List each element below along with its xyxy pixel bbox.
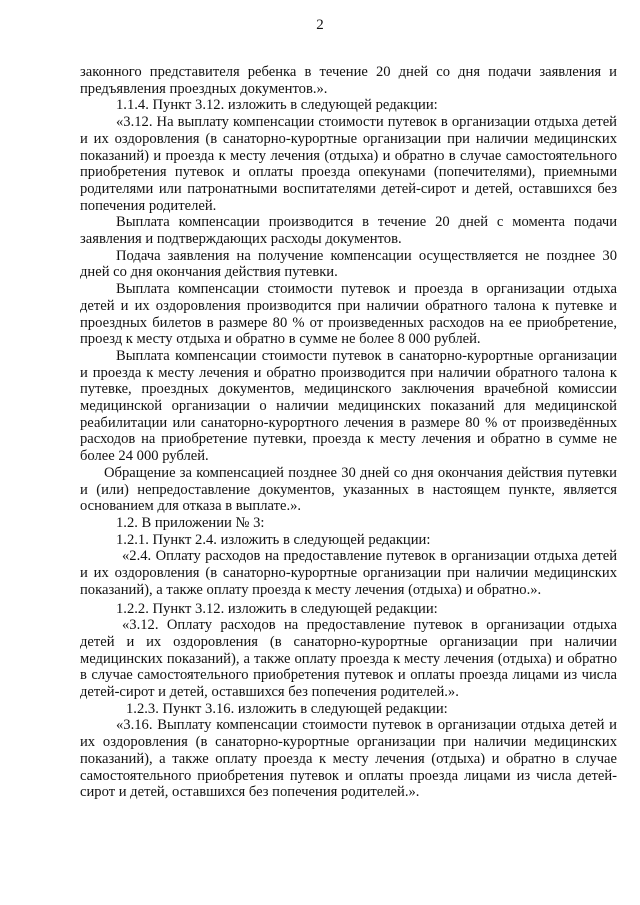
application-deadline-paragraph: Подача заявления на получение компенсации осуществляется не позднее 30 дней со дня окончания действия путевки. — [80, 247, 617, 281]
item-1-2-3-heading: 1.2.3. Пункт 3.16. изложить в следующей редакции: — [126, 700, 448, 717]
item-3-16-text: «3.16. Выплату компенсации стоимости путевок в организации отдыха детей и их оздоровления (в санаторно-курортные организации при наличии медицинских показаний), а также оплату проезда к месту лечения (отдыха) и обратно в случае самостоятельного приобретения путевок и оплаты проезда лицами из числа детей-сирот и детей, оставшихся без попечения родителей.». — [80, 717, 617, 801]
item-1-1-4-heading: 1.1.4. Пункт 3.12. изложить в следующей редакции: — [116, 97, 438, 114]
item-2-4-text: «2.4. Оплату расходов на предоставление путевок в организации отдыха детей и их оздоровления (в санаторно-курортные организации при наличии медицинских показаний), а также оплату проезда к месту лечения (отдыха) и обратно.». — [80, 548, 617, 598]
item-3-12-text: «3.12. На выплату компенсации стоимости путевок в организации отдыха детей и их оздоровления (в санаторно-курортные организации при наличии медицинских показаний) и проезда к месту лечения (отдыха) и обратно в случае самостоятельного приобретения путевок и оплаты проезда опекунами (попечителями), приемными родителями или патронатными воспитателями детей-сирот и детей, оставшихся без попечения родителей. — [80, 114, 617, 214]
sanatorium-compensation-paragraph: Выплата компенсации стоимости путевок в санаторно-курортные организации и проезда к месту лечения и обратно производится при наличии обратного талона к путевке, проездных документов, медицинского заключения врачебной комиссии медицинской организации о наличии медицинских показаний для медицинской реабилитации или санаторно-курортного лечения в размере 80 % от произведённых расходов на приобретение путевки, проезда к месту лечения и обратно в сумме не более 24 000 рублей. — [80, 347, 617, 465]
paragraph-continuation: законного представителя ребенка в течение 20 дней со дня подачи заявления и предъявления проездных документов.». — [80, 64, 617, 97]
item-1-2-heading: 1.2. В приложении № 3: — [116, 514, 265, 531]
rest-compensation-paragraph: Выплата компенсации стоимости путевок и проезда в организации отдыха детей и их оздоровления производится при наличии обратного талона к путевке и проездных билетов в размере 80 % от произведенных расходов на ее приобретение, проезд к месту отдыха и обратно в сумме не более 8 000 рублей. — [80, 281, 617, 348]
item-3-12-payment-text: «3.12. Оплату расходов на предоставление путевок в организации отдыха детей и их оздоровления (в санаторно-курортные организации при наличии медицинских показаний), а также оплату проезда к месту лечения (отдыха) и обратно в случае самостоятельного приобретения путевок и оплаты проезда лицами из числа детей-сирот и детей, оставшихся без попечения родителей.». — [80, 617, 617, 701]
item-1-2-2-heading: 1.2.2. Пункт 3.12. изложить в следующей редакции: — [116, 600, 438, 617]
compensation-timing-paragraph: Выплата компенсации производится в течение 20 дней с момента подачи заявления и подтверждающих расходы документов. — [80, 214, 617, 248]
refusal-grounds-paragraph: Обращение за компенсацией позднее 30 дней со дня окончания действия путевки и (или) непредоставление документов, указанных в настоящем пункте, является основанием для отказа в выплате.». — [80, 464, 617, 515]
page-number: 2 — [316, 17, 324, 33]
document-body — [80, 64, 617, 801]
item-1-2-1-heading: 1.2.1. Пункт 2.4. изложить в следующей редакции: — [116, 531, 431, 548]
